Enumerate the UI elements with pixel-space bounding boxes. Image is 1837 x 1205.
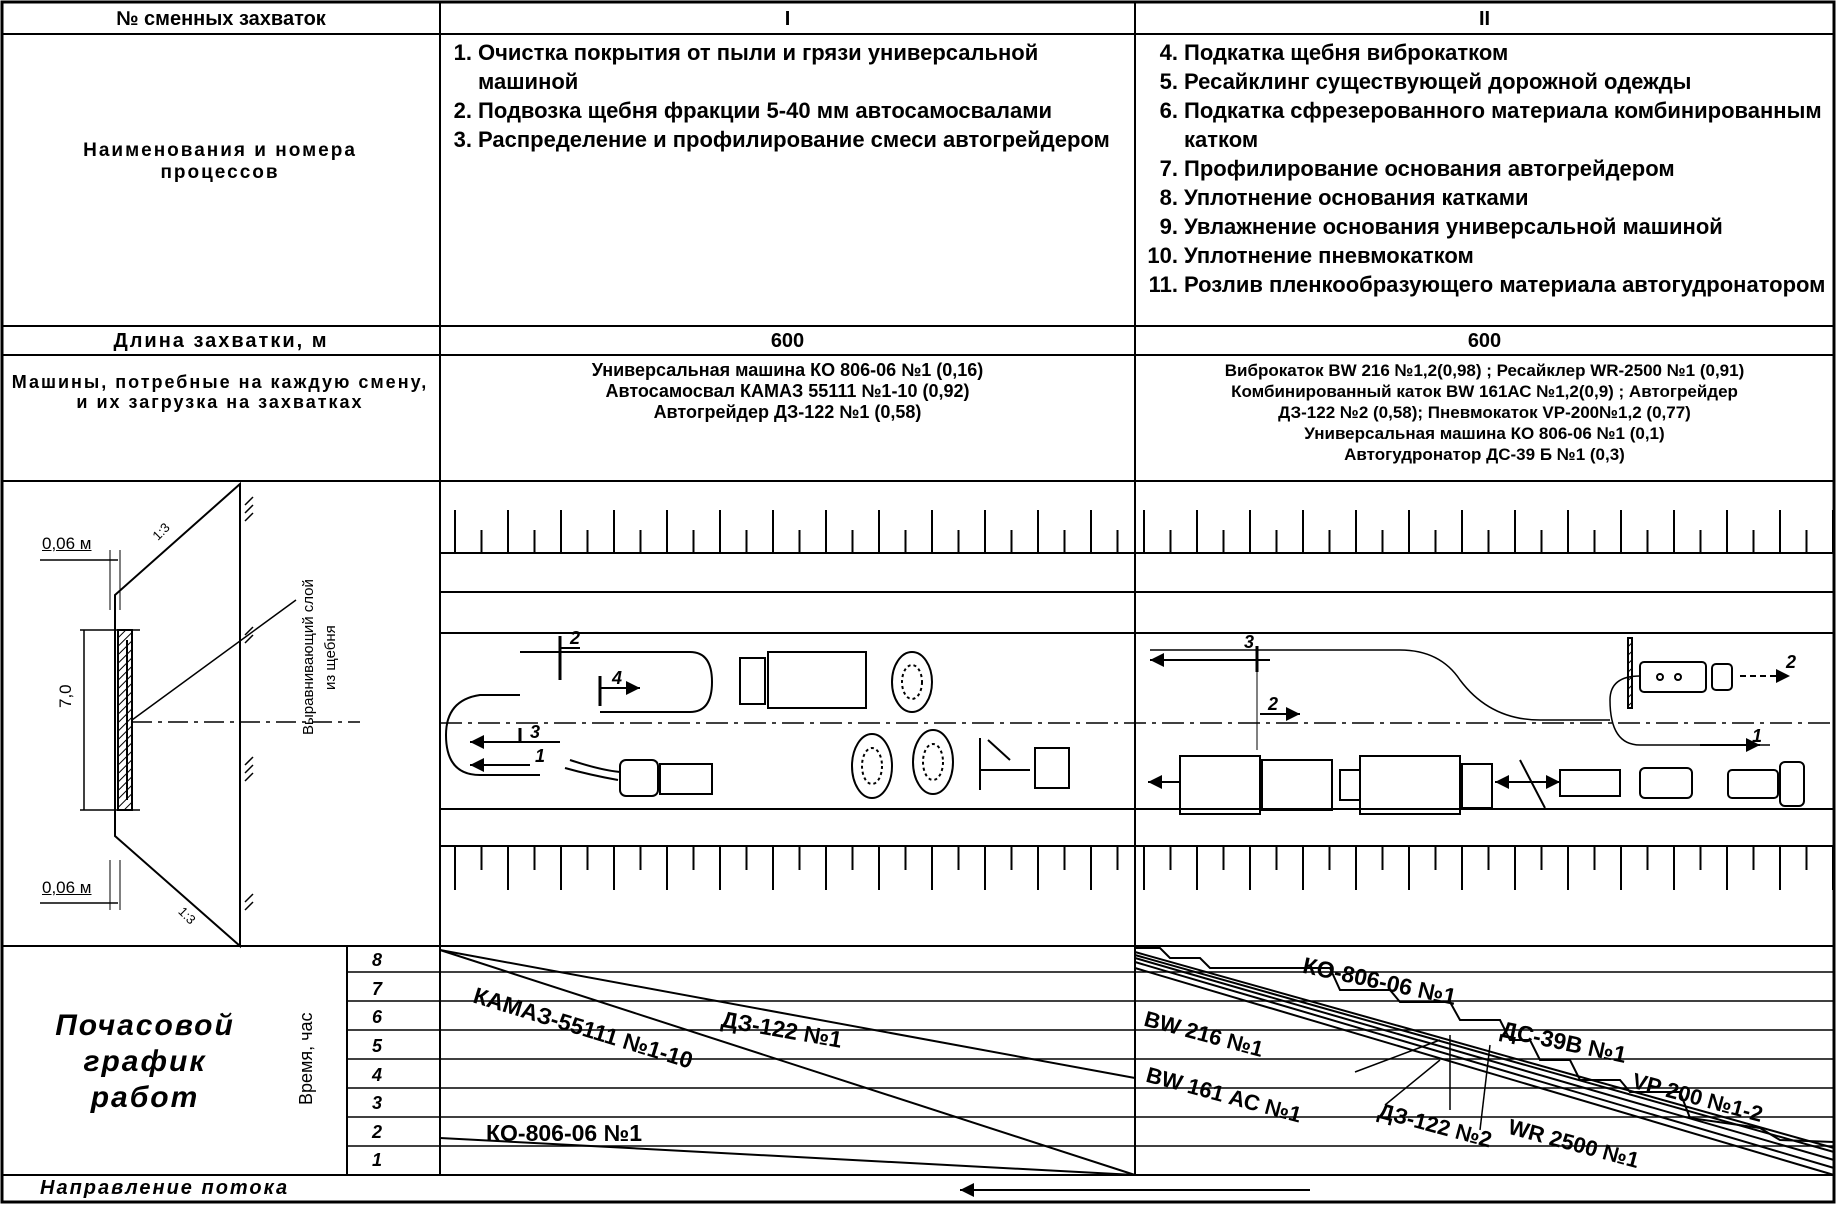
marker-z1-b: 4 xyxy=(612,668,623,688)
process-item xyxy=(1138,96,1834,154)
hour-tick: 1 xyxy=(371,1150,382,1171)
process-text: Подвозка щебня фракции 5-40 мм автосамосвалами xyxy=(478,98,1053,123)
process-number: 3. xyxy=(453,127,472,152)
bottom-ruler xyxy=(440,809,1834,846)
process-item xyxy=(1138,183,1834,212)
header-zone-label: № сменных захваток xyxy=(116,8,326,30)
process-text: Профилирование основания автогрейдером xyxy=(1184,156,1675,181)
hour-tick: 8 xyxy=(371,950,382,970)
process-text: Подкатка щебня виброкатком xyxy=(1184,40,1509,65)
truck-cab xyxy=(740,658,765,704)
hour-tick: 7 xyxy=(371,978,382,999)
process-number: 8. xyxy=(1159,185,1178,210)
sched-label-ko806-1: КО-806-06 №1 xyxy=(486,1120,643,1146)
process-item xyxy=(1138,270,1834,299)
sched-label-vp200: VP 200 №1-2 xyxy=(1629,1068,1766,1127)
schedule-axis-label: Время, час xyxy=(296,1012,316,1105)
header-zone-2: II xyxy=(1478,8,1491,30)
route-path-2 xyxy=(446,695,540,775)
process-number: 2. xyxy=(453,98,472,123)
layer-top-thickness: 0,06 м xyxy=(42,534,92,553)
machines-row-label: Машины, потребные на каждую смену, и их загрузка на захватках xyxy=(11,372,429,412)
machine-item: Автосамосвал КАМАЗ 55111 №1-10 (0,92) xyxy=(605,381,970,401)
zone2-plan xyxy=(1148,638,1804,814)
distributor xyxy=(1640,662,1706,692)
process-item xyxy=(446,38,1134,96)
sched-label-wr2500: WR 2500 №1 xyxy=(1505,1114,1642,1173)
process-item xyxy=(1138,38,1834,67)
header-zone-1: I xyxy=(784,8,791,30)
layer-bottom-thickness: 0,06 м xyxy=(42,878,92,897)
machine-item: Автогрейдер ДЗ-122 №1 (0,58) xyxy=(653,402,922,422)
process-item xyxy=(446,96,1134,125)
length-zone-1: 600 xyxy=(770,330,805,352)
machines-zone-1-list xyxy=(440,360,1135,423)
layer-caption-1: Выравнивающий слой xyxy=(300,579,317,735)
marker-z1-d: 1 xyxy=(535,746,546,766)
sched-label-kamaz: КАМАЗ-55111 №1-10 xyxy=(470,982,697,1074)
hour-tick: 3 xyxy=(371,1093,382,1114)
sched-label-ko806-2: КО-806-06 №1 xyxy=(1300,952,1459,1010)
machine-item: Универсальная машина КО 806-06 №1 (0,16) xyxy=(591,360,984,380)
process-text: Ресайклинг существующей дорожной одежды xyxy=(1184,69,1692,94)
hour-tick: 6 xyxy=(371,1007,382,1028)
length-zone-2: 600 xyxy=(1467,330,1502,352)
machine-item: Комбинированный каток BW 161АС №1,2(0,9) ; Автогрейдер xyxy=(1231,382,1738,401)
machines-zone-2-list xyxy=(1135,360,1834,465)
sweeper-body xyxy=(1035,748,1069,788)
sched-label-bw161: BW 161 АС №1 xyxy=(1143,1062,1305,1128)
process-item xyxy=(1138,241,1834,270)
recycler-front xyxy=(1180,756,1260,814)
road-width: 7,0 xyxy=(56,684,75,708)
roller-2 xyxy=(852,734,892,798)
process-item xyxy=(446,125,1134,154)
machine-item: Автогудронатор ДС-39 Б №1 (0,3) xyxy=(1344,445,1625,464)
roller-1 xyxy=(892,652,932,712)
marker-z2-c: 2 xyxy=(1786,652,1797,672)
length-row-label: Длина захватки, м xyxy=(113,330,329,352)
process-number: 7. xyxy=(1159,156,1178,181)
schedule-title-line-1: Почасовой xyxy=(55,1009,235,1042)
hour-axis xyxy=(347,946,440,1175)
slope-bottom: 1:3 xyxy=(175,903,199,928)
process-text: Уплотнение пневмокатком xyxy=(1184,243,1474,268)
schedule-title xyxy=(10,1008,280,1116)
process-item xyxy=(1138,67,1834,96)
process-number: 1. xyxy=(453,40,472,65)
machine-item: ДЗ-122 №2 (0,58); Пневмокаток VP-200№1,2 (0,77) xyxy=(1278,403,1691,422)
flow-direction-label: Направление потока xyxy=(40,1177,290,1199)
sched-label-ds39: ДС-39В №1 xyxy=(1498,1016,1629,1068)
machine-item: Виброкаток BW 216 №1,2(0,98) ; Ресайклер WR-2500 №1 (0,91) xyxy=(1224,361,1745,380)
schedule-title-line-3: работ xyxy=(90,1081,200,1114)
process-text: Уплотнение основания катками xyxy=(1184,185,1529,210)
marker-z1-a: 2 xyxy=(570,628,581,648)
process-text: Подкатка сфрезерованного материала комбинированным катком xyxy=(1184,98,1822,152)
schedule-title-line-2: график xyxy=(83,1045,207,1078)
hour-tick: 2 xyxy=(371,1121,382,1142)
process-number: 4. xyxy=(1159,40,1178,65)
process-text: Увлажнение основания универсальной машиной xyxy=(1184,214,1723,239)
process-text: Очистка покрытия от пыли и грязи универсальной машиной xyxy=(478,40,1039,94)
truck-body xyxy=(768,652,866,708)
process-number: 9. xyxy=(1159,214,1178,239)
process-item xyxy=(1138,212,1834,241)
process-text: Распределение и профилирование смеси автогрейдером xyxy=(478,127,1110,152)
machine-item: Универсальная машина КО 806-06 №1 (0,1) xyxy=(1304,424,1665,443)
slope-top: 1:3 xyxy=(149,519,173,544)
process-number: 10. xyxy=(1147,243,1178,268)
zone1-plan xyxy=(446,636,1069,798)
layer-caption-2: из щебня xyxy=(322,625,339,690)
sched-label-dz122-2: ДЗ-122 №2 xyxy=(1375,1098,1495,1153)
marker-z1-c: 3 xyxy=(530,722,541,742)
process-item xyxy=(1138,154,1834,183)
marker-z2-a: 3 xyxy=(1244,632,1255,652)
grader-cab xyxy=(620,760,658,796)
sched-label-dz122-1: ДЗ-122 №1 xyxy=(719,1006,845,1053)
process-number: 5. xyxy=(1159,69,1178,94)
recycler-rear xyxy=(1360,756,1460,814)
processes-zone-1-list xyxy=(446,38,1134,154)
processes-zone-2-list xyxy=(1138,38,1834,299)
hour-tick: 5 xyxy=(371,1035,382,1056)
process-text: Розлив пленкообразующего материала автогудронатором xyxy=(1184,272,1826,297)
roller-3 xyxy=(913,730,953,794)
process-number: 11. xyxy=(1148,272,1178,297)
processes-row-label: Наименования и номера процессов xyxy=(83,140,357,183)
marker-z2-b: 2 xyxy=(1268,694,1279,714)
roller-combined xyxy=(1640,768,1692,798)
sched-label-bw216: BW 216 №1 xyxy=(1141,1006,1267,1062)
process-number: 6. xyxy=(1159,98,1178,123)
marker-z2-d: 1 xyxy=(1752,726,1763,746)
hour-tick: 4 xyxy=(371,1064,382,1085)
top-ruler xyxy=(440,553,1834,592)
